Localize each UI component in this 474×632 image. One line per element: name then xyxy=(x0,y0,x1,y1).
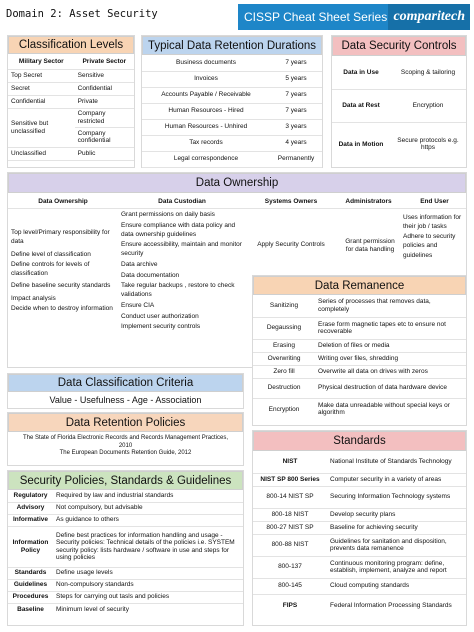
security-policies-table xyxy=(8,490,243,615)
table-cell: Unclassified xyxy=(8,147,75,160)
table-cell: Secret xyxy=(8,82,75,95)
security-policies-title: Security Policies, Standards & Guidelines xyxy=(8,471,243,490)
table-cell: NIST xyxy=(253,451,327,473)
administrators-text: Grant permission for data handling xyxy=(345,238,395,253)
remanence-table xyxy=(253,295,466,420)
table-cell: Non-compulsory standards xyxy=(53,579,243,591)
table-cell: Writing over files, shredding xyxy=(315,352,466,365)
table-cell: Informative xyxy=(8,514,53,526)
table-cell: Business documents xyxy=(142,55,270,71)
table-cell: 800-137 xyxy=(253,556,327,578)
standards-panel xyxy=(252,430,467,626)
col-header-data-custodian: Data Custodian xyxy=(158,197,206,205)
table-cell: Baseline for achieving security xyxy=(327,521,466,534)
table-cell: Standards xyxy=(8,567,53,579)
table-cell: Company restricted xyxy=(75,109,134,128)
list-item: Ensure compliance with data policy and data ownership guidelines xyxy=(121,221,236,238)
list-item: Data archive xyxy=(121,260,158,268)
table-cell: Data in Motion xyxy=(338,140,384,148)
table-cell: Guidelines xyxy=(8,579,53,591)
table-cell: Define best practices for information handling and usage -Security policies: Technical details of the policies i.e. SYSTEM security policy: lists hardware / software in use and steps for using policies xyxy=(53,526,243,567)
list-item: Implement security controls xyxy=(121,323,201,331)
table-cell: Top Secret xyxy=(8,69,75,82)
table-cell: Erasing xyxy=(253,339,315,352)
table-cell: Federal Information Processing Standards xyxy=(330,601,452,609)
list-item: Ensure accessibility, maintain and monitor security xyxy=(121,241,242,258)
col-header-end-user: End User xyxy=(420,197,449,205)
retention-durations-table xyxy=(142,55,322,168)
list-item: Decide when to destroy information xyxy=(11,305,113,313)
table-cell: Private xyxy=(75,95,134,108)
header-bar xyxy=(238,4,470,30)
table-cell: Computer security in a variety of areas xyxy=(327,473,466,486)
col-header-administrators: Administrators xyxy=(345,197,392,205)
security-policies-panel xyxy=(7,470,244,626)
table-cell: 800-88 NIST xyxy=(253,534,327,556)
table-cell: 5 years xyxy=(270,71,322,87)
retention-policies-title: Data Retention Policies xyxy=(8,413,243,432)
owner-items-list xyxy=(11,229,118,314)
table-cell: Sensitive but unclassified xyxy=(8,108,75,147)
list-item: Define baseline security standards xyxy=(11,282,111,290)
table-cell: Permanently xyxy=(270,151,322,167)
table-cell: 3 years xyxy=(270,119,322,135)
col-header-private: Private Sector xyxy=(75,55,134,69)
table-cell: Physical destruction of data hardware device xyxy=(315,378,466,398)
list-item: Conduct user authorization xyxy=(121,312,199,320)
table-cell: Steps for carrying out tasls and policies xyxy=(53,591,243,603)
list-item: Ensure CIA xyxy=(121,301,155,309)
systems-owners-text: Apply Security Controls xyxy=(257,241,325,249)
table-cell: Scoping & tailoring xyxy=(390,56,466,89)
table-cell: Confidential xyxy=(8,95,75,108)
list-item: Grant permissions on daily basis xyxy=(121,211,215,218)
table-cell: Securing Information Technology systems xyxy=(327,486,466,508)
end-user-text: Uses information for their job / tasks Adhere to security policies and guidelines xyxy=(403,214,462,259)
table-cell: Overwrite all data on drives with zeros xyxy=(315,365,466,378)
table-cell: As guidance to others xyxy=(53,514,243,526)
table-cell: Public xyxy=(75,147,134,160)
standards-table xyxy=(253,451,466,616)
brand-logo: comparitech xyxy=(388,4,470,30)
retention-policies-panel xyxy=(7,412,244,466)
retention-durations-title: Typical Data Retention Durations xyxy=(142,36,322,55)
table-cell: Confidential xyxy=(75,82,134,95)
list-item: Define controls for levels of classification xyxy=(11,260,90,277)
table-cell: Data in Use xyxy=(332,56,390,89)
table-cell: 7 years xyxy=(270,55,322,71)
table-cell: Cloud computing standards xyxy=(327,578,466,594)
table-cell: Encryption xyxy=(268,405,300,413)
table-cell: Continuous monitoring program: define, establish, implement, analyze and report xyxy=(327,556,466,578)
table-cell: Destruction xyxy=(253,378,315,398)
table-cell: Erase form magnetic tapes etc to ensure not recoverable xyxy=(315,317,466,339)
table-cell: Degaussing xyxy=(253,317,315,339)
table-cell: Procedures xyxy=(8,591,53,603)
table-cell: Advisory xyxy=(8,502,53,514)
data-remanence-title: Data Remanence xyxy=(253,276,466,295)
classification-criteria-panel xyxy=(7,373,244,409)
table-cell: NIST SP 800 Series xyxy=(253,473,327,486)
col-header-systems-owners: Systems Owners xyxy=(264,197,318,205)
classification-criteria-title: Data Classification Criteria xyxy=(8,374,243,392)
data-ownership-title: Data Ownership xyxy=(8,173,466,193)
table-cell: Guidelines for sanitation and disposition, prevents data remanence xyxy=(327,534,466,556)
table-cell: Define usage levels xyxy=(53,567,243,579)
table-cell: Baseline xyxy=(17,605,44,613)
retention-policy-line-1: The State of Florida Electronic Records and Records Management Practices, 2010 xyxy=(22,435,229,449)
table-cell: Information Policy xyxy=(8,526,53,567)
table-cell: Human Resources - Hired xyxy=(142,103,270,119)
table-cell: Legal correspondence xyxy=(142,151,270,167)
table-cell: 7 years xyxy=(270,87,322,103)
table-cell: Regulatory xyxy=(8,490,53,502)
table-cell: Series of processes that removes data, completely xyxy=(315,295,466,317)
table-cell: Encryption xyxy=(390,89,466,122)
table-cell: 800-27 NIST SP xyxy=(253,521,327,534)
table-cell: 800-145 xyxy=(253,578,327,594)
ownership-header-row xyxy=(8,194,466,209)
retention-durations-panel xyxy=(141,35,323,168)
table-cell: Overwriting xyxy=(253,352,315,365)
table-cell: Accounts Payable / Receivable xyxy=(142,87,270,103)
sheet-title: CISSP Cheat Sheet Series xyxy=(244,10,388,24)
list-item: Data documentation xyxy=(121,271,180,279)
list-item: Impact analysis xyxy=(11,294,56,302)
list-item: Take regular backups , restore to check validations xyxy=(121,282,235,299)
table-cell: Invoices xyxy=(142,71,270,87)
table-cell: Zero fill xyxy=(253,365,315,378)
table-cell: Secure protocols e.g. https xyxy=(397,136,459,152)
table-cell: Required by law and industrial standards xyxy=(53,490,243,502)
table-cell: National Institute of Standards Technology xyxy=(327,451,466,473)
security-controls-title: Data Security Controls xyxy=(332,36,466,56)
col-header-military: Military Sector xyxy=(8,55,75,69)
classification-table xyxy=(8,55,134,161)
table-cell: Develop security plans xyxy=(327,508,466,521)
classification-levels-title: Classification Levels xyxy=(8,36,134,54)
table-cell: Make data unreadable without special keys or algorithm xyxy=(318,401,450,417)
table-cell: 7 years xyxy=(270,103,322,119)
table-cell: 4 years xyxy=(270,135,322,151)
data-remanence-panel xyxy=(252,275,467,426)
table-cell: Not compulsory, but advisable xyxy=(53,502,243,514)
table-cell: 800-18 NIST xyxy=(253,508,327,521)
list-item: Define level of classification xyxy=(11,250,91,258)
custodian-items-list xyxy=(121,211,243,332)
list-item: Top level/Primary responsibility for data xyxy=(11,229,110,245)
retention-policy-line-2: The European Documents Retention Guide, 2012 xyxy=(59,450,192,456)
table-cell: 800-14 NIST SP xyxy=(253,486,327,508)
standards-title: Standards xyxy=(253,431,466,451)
table-cell: Data at Rest xyxy=(332,89,390,122)
security-controls-panel xyxy=(331,35,467,168)
table-cell: Deletion of files or media xyxy=(315,339,466,352)
table-cell: Company confidential xyxy=(77,129,111,144)
table-cell: FIPS xyxy=(282,601,298,609)
table-cell: Sensitive xyxy=(75,69,134,82)
security-controls-table xyxy=(332,56,466,166)
table-cell: Sanitizing xyxy=(253,295,315,317)
table-cell: Minimum level of security xyxy=(56,605,129,613)
domain-label: Domain 2: Asset Security xyxy=(6,8,158,20)
classification-criteria-text: Value - Usefulness - Age - Association xyxy=(49,395,202,405)
table-cell: Human Resources - Unhired xyxy=(142,119,270,135)
table-cell: Tax records xyxy=(142,135,270,151)
classification-levels-panel xyxy=(7,35,135,168)
col-header-data-ownership: Data Ownership xyxy=(38,197,88,205)
